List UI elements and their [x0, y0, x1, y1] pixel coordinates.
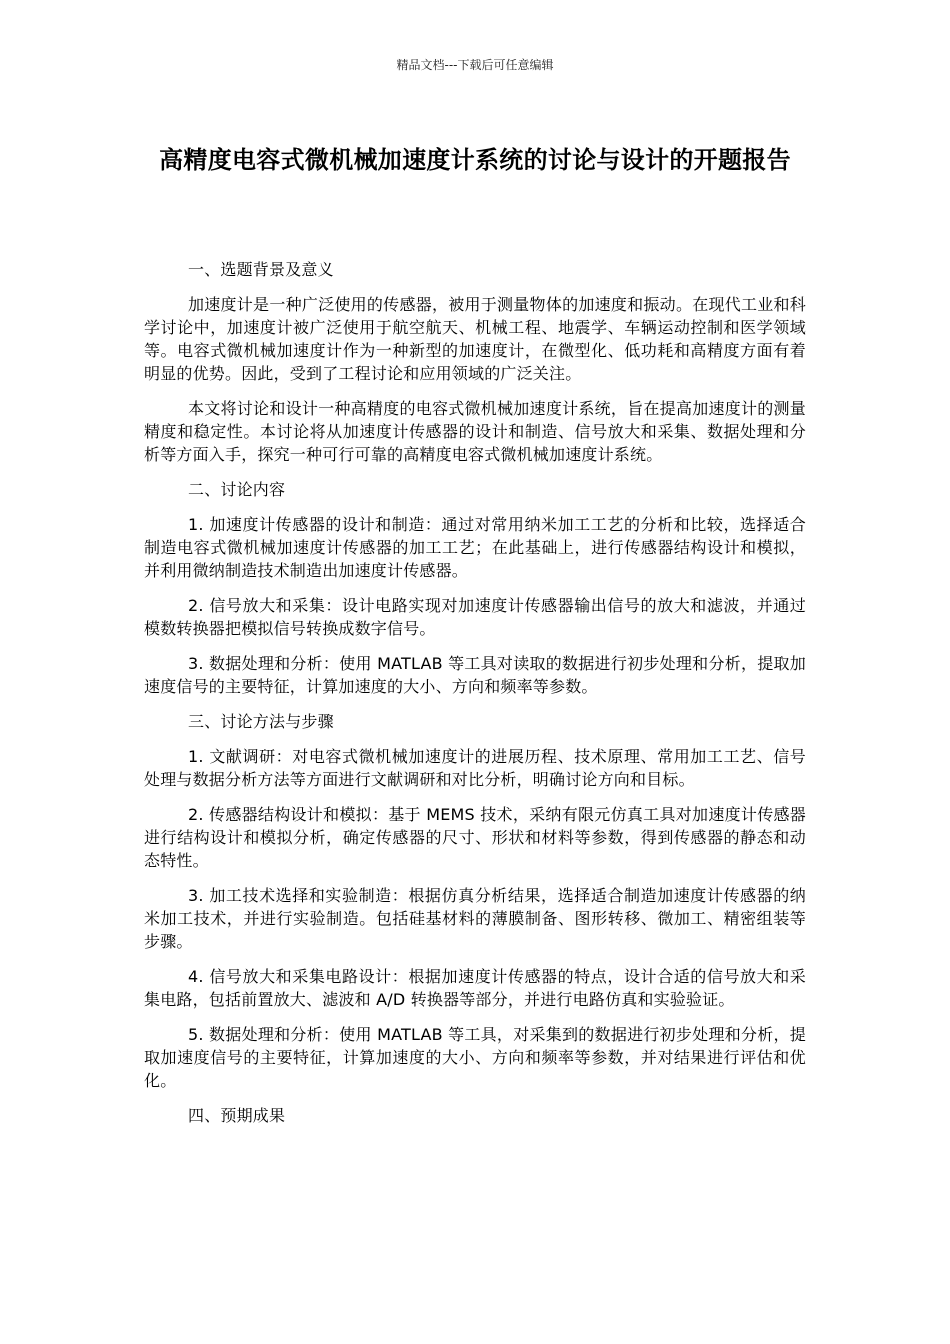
- paragraph: 2. 信号放大和采集：设计电路实现对加速度计传感器输出信号的放大和滤波，并通过模数转换器把模拟信号转换成数字信号。: [144, 596, 806, 638]
- paragraph: 1. 文献调研：对电容式微机械加速度计的进展历程、技术原理、常用加工工艺、信号处理与数据分析方法等方面进行文献调研和对比分析，明确讨论方向和目标。: [144, 747, 806, 789]
- section-heading: 三、讨论方法与步骤: [188, 712, 334, 731]
- paragraph: 本文将讨论和设计一种高精度的电容式微机械加速度计系统，旨在提高加速度计的测量精度和稳定性。本讨论将从加速度计传感器的设计和制造、信号放大和采集、数据处理和分析等方面入手，探究一种可行可靠的高精度电容式微机械加速度计系统。: [144, 399, 806, 464]
- document-title: 高精度电容式微机械加速度计系统的讨论与设计的开题报告: [159, 146, 791, 174]
- paragraph: 2. 传感器结构设计和模拟：基于 MEMS 技术，采纳有限元仿真工具对加速度计传感器进行结构设计和模拟分析，确定传感器的尺寸、形状和材料等参数，得到传感器的静态和动态特性。: [144, 805, 806, 870]
- paragraph: 加速度计是一种广泛使用的传感器，被用于测量物体的加速度和振动。在现代工业和科学讨论中，加速度计被广泛使用于航空航天、机械工程、地震学、车辆运动控制和医学领域等。电容式微机械加速度计作为一种新型的加速度计，在微型化、低功耗和高精度方面有着明显的优势。因此，受到了工程讨论和应用领域的广泛关注。: [144, 295, 806, 383]
- section-heading: 四、预期成果: [188, 1106, 286, 1125]
- paragraph: 4. 信号放大和采集电路设计：根据加速度计传感器的特点，设计合适的信号放大和采集电路，包括前置放大、滤波和 A/D 转换器等部分，并进行电路仿真和实验验证。: [144, 967, 806, 1009]
- document-body: [144, 258, 806, 1139]
- paragraph: 3. 数据处理和分析：使用 MATLAB 等工具对读取的数据进行初步处理和分析，提取加速度信号的主要特征，计算加速度的大小、方向和频率等参数。: [144, 654, 806, 696]
- paragraph: 1. 加速度计传感器的设计和制造：通过对常用纳米加工工艺的分析和比较，选择适合制造电容式微机械加速度计传感器的加工工艺；在此基础上，进行传感器结构设计和模拟，并利用微纳制造技术制造出加速度计传感器。: [144, 515, 806, 580]
- header-note: 精品文档---下载后可任意编辑: [396, 58, 554, 72]
- section-heading: 一、选题背景及意义: [188, 260, 334, 279]
- paragraph: 5. 数据处理和分析：使用 MATLAB 等工具，对采集到的数据进行初步处理和分析，提取加速度信号的主要特征，计算加速度的大小、方向和频率等参数，并对结果进行评估和优化。: [144, 1025, 806, 1090]
- paragraph: 3. 加工技术选择和实验制造：根据仿真分析结果，选择适合制造加速度计传感器的纳米加工技术，并进行实验制造。包括硅基材料的薄膜制备、图形转移、微加工、精密组装等步骤。: [144, 886, 806, 951]
- section-heading: 二、讨论内容: [188, 480, 286, 499]
